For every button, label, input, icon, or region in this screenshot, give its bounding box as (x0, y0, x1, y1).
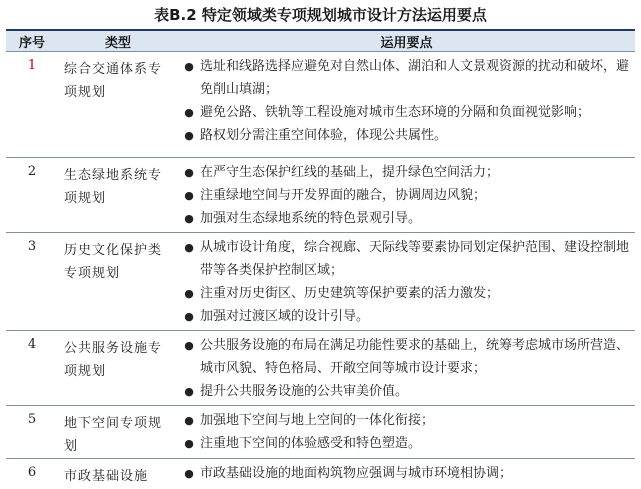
row-points (178, 406, 635, 459)
bullet-icon: ● (184, 106, 194, 119)
table-title: 表B.2 特定领域类专项规划城市设计方法运用要点 (154, 6, 487, 24)
header-points: 运用要点 (178, 30, 635, 52)
point-text: 注重绿地空间与开发界面的融合，协调周边风貌； (200, 188, 487, 203)
header-type: 类型 (58, 30, 178, 52)
row-seq: 5 (6, 406, 58, 459)
bullet-icon: ● (184, 189, 194, 202)
row-points (178, 52, 635, 158)
row-seq: 2 (6, 158, 58, 233)
row-seq: 6 (27, 465, 37, 480)
bullet-icon: ● (184, 467, 194, 480)
point-text: 避免公路、铁轨等工程设施对城市生态环境的分隔和负面视觉影响； (200, 105, 591, 120)
point-item (178, 207, 631, 230)
bullet-icon: ● (184, 310, 194, 323)
point-text: 注重地下空间的体验感受和特色塑造。 (200, 436, 422, 451)
point-text: 从城市设计角度，综合视廊、天际线等要素协同划定保护范围、建设控制地带等各类保护控制区域； (200, 240, 630, 278)
point-item (178, 462, 631, 485)
point-text: 加强地下空间与地上空间的一体化衔接； (200, 413, 435, 428)
bullet-icon: ● (184, 212, 194, 225)
table-row (6, 331, 635, 406)
point-text: 公共服务设施的布局在满足功能性要求的基础上，统筹考虑城市场所营造、城市风貌、特色格局、开敞空间等城市设计要求； (200, 338, 630, 376)
point-item (178, 380, 631, 403)
row-type: 历史文化保护类专项规划 (58, 233, 178, 331)
point-item (178, 409, 631, 432)
point-item (178, 184, 631, 207)
bullet-icon: ● (184, 385, 194, 398)
bullet-icon: ● (184, 60, 194, 73)
row-points (178, 459, 635, 489)
table-row (6, 233, 635, 331)
point-text: 在严守生态保护红线的基础上，提升绿色空间活力； (200, 165, 500, 180)
point-text: 选址和线路选择应避免对自然山体、湖泊和人文景观资源的扰动和破坏，避免削山填湖； (200, 59, 630, 97)
table-row (6, 459, 635, 489)
row-points (178, 331, 635, 406)
bullet-icon: ● (184, 437, 194, 450)
row-type: 地下空间专项规划 (58, 406, 178, 459)
table-row (6, 52, 635, 158)
row-type: 综合交通体系专项规划 (58, 52, 178, 158)
point-text: 路权划分需注重空间体验，体现公共属性。 (200, 128, 448, 143)
point-item (178, 432, 631, 455)
table-body (6, 52, 635, 489)
point-item (178, 282, 631, 305)
methods-table (6, 29, 635, 489)
point-item (178, 101, 631, 124)
table-row (6, 406, 635, 459)
row-type: 公共服务设施专项规划 (58, 331, 178, 406)
point-text: 市政基础设施的地面构筑物应强调与城市环境相协调； (200, 466, 513, 481)
point-item (178, 236, 631, 282)
row-type: 市政基础设施 (64, 469, 149, 484)
bullet-icon: ● (184, 166, 194, 179)
point-text: 提升公共服务设施的公共审美价值。 (200, 384, 409, 399)
row-seq: 4 (6, 331, 58, 406)
point-item (178, 55, 631, 101)
point-item (178, 334, 631, 380)
row-seq: 1 (6, 52, 58, 158)
row-points (178, 233, 635, 331)
bullet-icon: ● (184, 339, 194, 352)
row-points (178, 158, 635, 233)
point-item (178, 305, 631, 328)
bullet-icon: ● (184, 414, 194, 427)
row-seq: 3 (6, 233, 58, 331)
table-row (6, 158, 635, 233)
point-text: 注重对历史街区、历史建筑等保护要素的活力激发； (200, 286, 500, 301)
point-text: 加强对生态绿地系统的特色景观引导。 (200, 211, 422, 226)
point-item (178, 161, 631, 184)
bullet-icon: ● (184, 241, 194, 254)
header-row (6, 30, 635, 52)
bullet-icon: ● (184, 287, 194, 300)
row-type: 生态绿地系统专项规划 (58, 158, 178, 233)
point-text: 加强对过渡区域的设计引导。 (200, 309, 370, 324)
point-item (178, 124, 631, 147)
bullet-icon: ● (184, 129, 194, 142)
header-seq: 序号 (6, 30, 58, 52)
